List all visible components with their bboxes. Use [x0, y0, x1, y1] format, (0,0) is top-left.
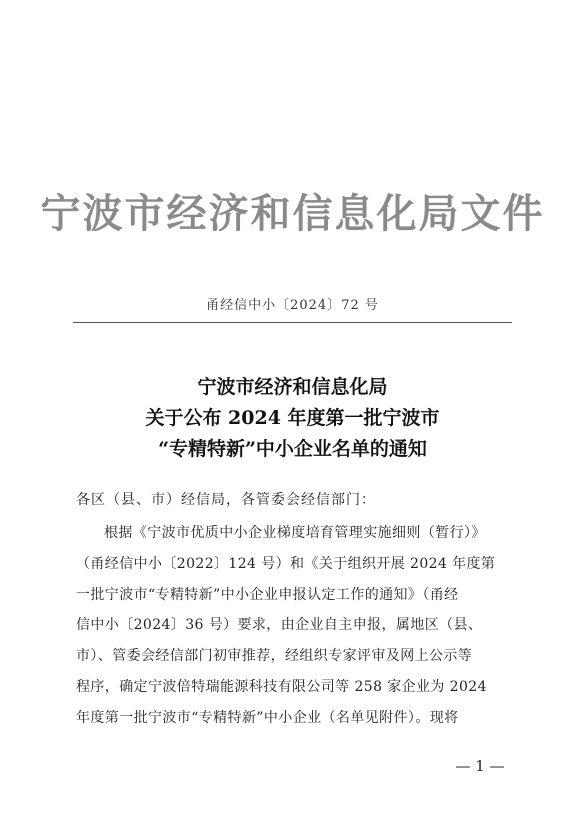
document-number: 甬经信中小〔2024〕72 号 [206, 298, 379, 313]
notice-title-line: 宁波市经济和信息化局 [197, 376, 388, 398]
body-line: 信中小〔2024〕36 号）要求，由企业自主申报，属地区（县、 [76, 617, 483, 634]
body-line: 程序，确定宁波倍特瑞能源科技有限公司等 258 家企业为 2024 [76, 678, 487, 695]
page-number: — 1 — [455, 757, 505, 775]
salutation: 各区（县、市）经信局，各管委会经信部门： [76, 492, 376, 508]
body-line: 根据《宁波市优质中小企业梯度培育管理实施细则（暂行）》 [104, 525, 486, 541]
header-divider [73, 322, 512, 323]
body-line: 年度第一批宁波市“专精特新”中小企业（名单见附件）。现将 [76, 709, 459, 726]
body-line: 一批宁波市“专精特新”中小企业申报认定工作的通知》（甬经 [76, 586, 459, 603]
body-paragraph [76, 518, 516, 734]
document-header-title: 宁波市经济和信息化局文件 [40, 190, 545, 237]
body-line: 市）、管委会经信部门初审推荐，经组织专家评审及网上公示等 [76, 648, 473, 665]
notice-title-line: “专精特新”中小企业名单的通知 [158, 438, 427, 460]
notice-title-line: 关于公布 2024 年度第一批宁波市 [145, 407, 440, 429]
notice-title [0, 372, 585, 465]
body-line: （甬经信中小〔2022〕124 号）和《关于组织开展 2024 年度第 [76, 555, 496, 572]
